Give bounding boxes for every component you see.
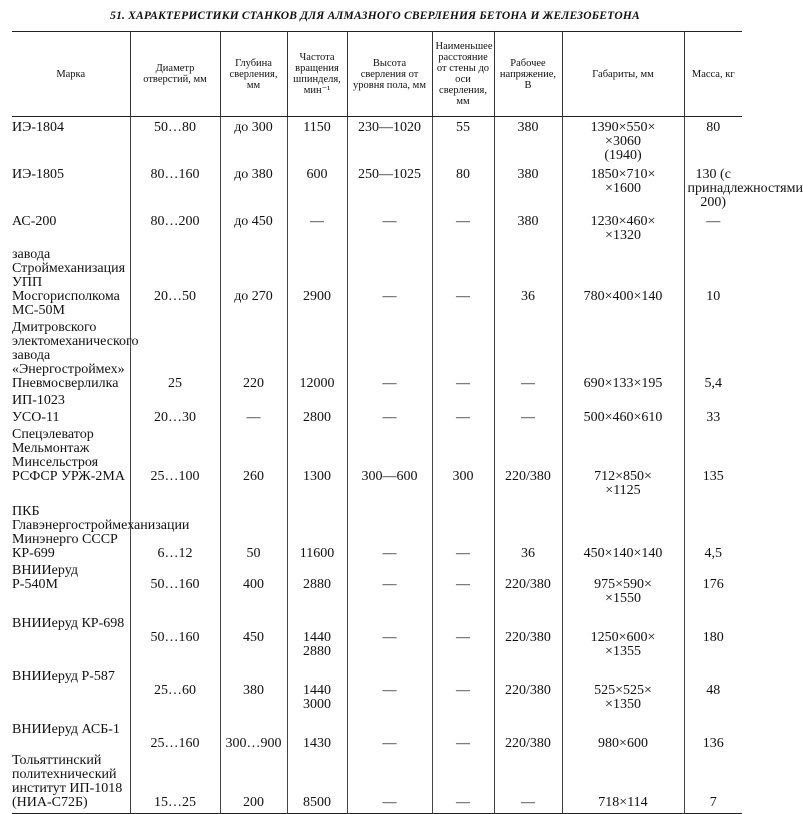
dimensions-cell: 780×400×140: [562, 246, 684, 321]
column-header: Габариты, мм: [562, 32, 684, 117]
mass-cell: 80: [706, 120, 721, 135]
table-title: 51. ХАРАКТЕРИСТИКИ СТАНКОВ ДЛЯ АЛМАЗНОГО СВЕРЛЕНИЯ БЕТОНА И ЖЕЛЕЗОБЕТОНА: [110, 10, 640, 22]
table-row: [12, 609, 742, 662]
mark-cell: завода Строймеханизация УПП Мосгорисполкома МС-50М: [12, 246, 130, 321]
table-row: [12, 428, 742, 501]
mass-cell: 33: [706, 410, 721, 425]
table-row: [12, 662, 742, 715]
dimensions-cell: 1850×710× ×1600: [562, 166, 684, 213]
depth-cell: [220, 394, 287, 411]
voltage-cell: 380: [494, 117, 562, 167]
voltage-cell: 220/380: [494, 662, 562, 715]
height-cell: —: [347, 715, 432, 754]
voltage-cell: —: [494, 321, 562, 394]
header-row: [12, 32, 742, 117]
table-row: [12, 394, 742, 411]
height-cell: 250—1025: [347, 166, 432, 213]
wall-distance-cell: —: [432, 213, 494, 246]
mark-cell: ВНИИеруд Р-540М: [12, 564, 130, 609]
height-cell: 300—600: [347, 428, 432, 501]
dimensions-cell: 975×590× ×1550: [562, 564, 684, 609]
mass-cell: 136: [702, 736, 724, 751]
depth-cell: до 300: [220, 117, 287, 167]
mass-cell: 4,5: [704, 546, 722, 561]
column-header: Высота сверления от уровня пола, мм: [347, 32, 432, 117]
table-row: [12, 564, 742, 609]
speed-cell: 11600: [287, 501, 347, 564]
speed-cell: [287, 394, 347, 411]
table-row: [12, 321, 742, 394]
column-header: Наименьшее расстояние от стены до оси сверления, мм: [432, 32, 494, 117]
dimensions-cell: 450×140×140: [562, 501, 684, 564]
diameter-cell: [130, 394, 220, 411]
depth-cell: —: [220, 411, 287, 428]
diameter-cell: 20…30: [130, 411, 220, 428]
voltage-cell: 380: [494, 213, 562, 246]
mass-cell: 130 (с принадлежностями 200): [687, 167, 803, 210]
mark-cell: ИЭ-1805: [12, 166, 130, 213]
voltage-cell: 36: [494, 501, 562, 564]
mass-cell: 135: [702, 469, 724, 484]
mark-cell: Спецэлеватор Мельмонтаж Минсельстроя РСФСР УРЖ-2МА: [12, 428, 130, 501]
column-header: Рабочее напряжение, В: [494, 32, 562, 117]
depth-cell: 450: [220, 609, 287, 662]
height-cell: 230—1020: [347, 117, 432, 167]
mark-cell: ВНИИеруд КР-698: [12, 609, 130, 662]
dimensions-cell: 500×460×610: [562, 411, 684, 428]
mass-cell: 176: [702, 577, 724, 592]
table-row: [12, 501, 742, 564]
voltage-cell: —: [494, 411, 562, 428]
table-row: [12, 213, 742, 246]
speed-cell: 2900: [287, 246, 347, 321]
wall-distance-cell: —: [432, 246, 494, 321]
speed-cell: 1440 3000: [287, 662, 347, 715]
table-row: [12, 117, 742, 167]
diameter-cell: 25…60: [130, 662, 220, 715]
diameter-cell: 80…200: [130, 213, 220, 246]
table-row: [12, 754, 742, 814]
diameter-cell: 25…100: [130, 428, 220, 501]
table-row: [12, 411, 742, 428]
column-header: Частота вращения шпинделя, мин⁻¹: [287, 32, 347, 117]
mass-cell: 10: [706, 289, 721, 304]
wall-distance-cell: 55: [432, 117, 494, 167]
wall-distance-cell: 80: [432, 166, 494, 213]
speed-cell: 8500: [287, 754, 347, 814]
diameter-cell: 6…12: [130, 501, 220, 564]
mass-cell: 48: [706, 683, 721, 698]
mark-cell: Тольяттинский политехнический институт ИП-1018 (НИА-С72Б): [12, 754, 130, 814]
dimensions-cell: 712×850× ×1125: [562, 428, 684, 501]
diameter-cell: 25: [130, 321, 220, 394]
table-body: [12, 117, 803, 814]
diameter-cell: 20…50: [130, 246, 220, 321]
table-row: [12, 246, 742, 321]
mass-cell: 5,4: [704, 376, 722, 391]
dimensions-cell: 1390×550× ×3060 (1940): [562, 117, 684, 167]
voltage-cell: 220/380: [494, 715, 562, 754]
mark-cell: ИЭ-1804: [12, 117, 130, 167]
mass-cell: 7: [684, 754, 742, 814]
diameter-cell: 50…160: [130, 564, 220, 609]
wall-distance-cell: —: [432, 715, 494, 754]
depth-cell: 400: [220, 564, 287, 609]
height-cell: —: [347, 564, 432, 609]
wall-distance-cell: 300: [432, 428, 494, 501]
mark-cell: ВНИИеруд АСБ-1: [12, 715, 130, 754]
speed-cell: 2800: [287, 411, 347, 428]
voltage-cell: 220/380: [494, 428, 562, 501]
speed-cell: 1150: [287, 117, 347, 167]
mass-cell: 180: [702, 630, 724, 645]
wall-distance-cell: —: [432, 564, 494, 609]
height-cell: —: [347, 662, 432, 715]
speed-cell: —: [287, 213, 347, 246]
speed-cell: 12000: [287, 321, 347, 394]
height-cell: —: [347, 246, 432, 321]
voltage-cell: 380: [494, 166, 562, 213]
depth-cell: 300…900: [220, 715, 287, 754]
mass-cell: [684, 394, 742, 411]
height-cell: —: [347, 754, 432, 814]
depth-cell: 200: [220, 754, 287, 814]
diameter-cell: 50…80: [130, 117, 220, 167]
depth-cell: 380: [220, 662, 287, 715]
dimensions-cell: 1250×600× ×1355: [562, 609, 684, 662]
speed-cell: 1440 2880: [287, 609, 347, 662]
speed-cell: 1300: [287, 428, 347, 501]
depth-cell: до 380: [220, 166, 287, 213]
speed-cell: 1430: [287, 715, 347, 754]
depth-cell: 50: [220, 501, 287, 564]
diameter-cell: 80…160: [130, 166, 220, 213]
table-row: [12, 715, 742, 754]
mark-cell: ИП-1023: [12, 394, 130, 411]
height-cell: —: [347, 411, 432, 428]
voltage-cell: 36: [494, 246, 562, 321]
height-cell: —: [347, 321, 432, 394]
dimensions-cell: 690×133×195: [562, 321, 684, 394]
wall-distance-cell: —: [432, 609, 494, 662]
wall-distance-cell: [432, 394, 494, 411]
height-cell: —: [347, 213, 432, 246]
voltage-cell: 220/380: [494, 609, 562, 662]
speed-cell: 600: [287, 166, 347, 213]
wall-distance-cell: —: [432, 321, 494, 394]
diameter-cell: 15…25: [130, 754, 220, 814]
depth-cell: до 270: [220, 246, 287, 321]
voltage-cell: [494, 394, 562, 411]
table-header: [12, 32, 742, 117]
diameter-cell: 50…160: [130, 609, 220, 662]
height-cell: —: [347, 609, 432, 662]
mark-cell: Дмитровского электомеханического завода «Энергостроймех» Пневмосверлилка: [12, 321, 130, 394]
mark-cell: УСО-11: [12, 411, 130, 428]
mark-cell: ВНИИеруд Р-587: [12, 662, 130, 715]
wall-distance-cell: —: [432, 754, 494, 814]
column-header: Диаметр отверстий, мм: [130, 32, 220, 117]
diameter-cell: 25…160: [130, 715, 220, 754]
mark-cell: ПКБ Главэнергостроймеханизации Минэнерго СССР КР-699: [12, 501, 130, 564]
height-cell: —: [347, 501, 432, 564]
wall-distance-cell: —: [432, 411, 494, 428]
dimensions-cell: [562, 394, 684, 411]
height-cell: [347, 394, 432, 411]
table-row: [12, 166, 742, 213]
spec-table-container: [12, 31, 803, 814]
voltage-cell: 220/380: [494, 564, 562, 609]
column-header: Глубина сверления, мм: [220, 32, 287, 117]
voltage-cell: —: [494, 754, 562, 814]
depth-cell: 260: [220, 428, 287, 501]
wall-distance-cell: —: [432, 501, 494, 564]
mark-cell: АС-200: [12, 213, 130, 246]
speed-cell: 2880: [287, 564, 347, 609]
dimensions-cell: 980×600: [562, 715, 684, 754]
mass-cell: —: [706, 214, 721, 229]
column-header: Масса, кг: [684, 32, 742, 117]
dimensions-cell: 1230×460× ×1320: [562, 213, 684, 246]
column-header: Марка: [12, 32, 130, 117]
spec-table: [12, 31, 803, 814]
depth-cell: до 450: [220, 213, 287, 246]
dimensions-cell: 525×525× ×1350: [562, 662, 684, 715]
dimensions-cell: 718×114: [562, 754, 684, 814]
depth-cell: 220: [220, 321, 287, 394]
wall-distance-cell: —: [432, 662, 494, 715]
